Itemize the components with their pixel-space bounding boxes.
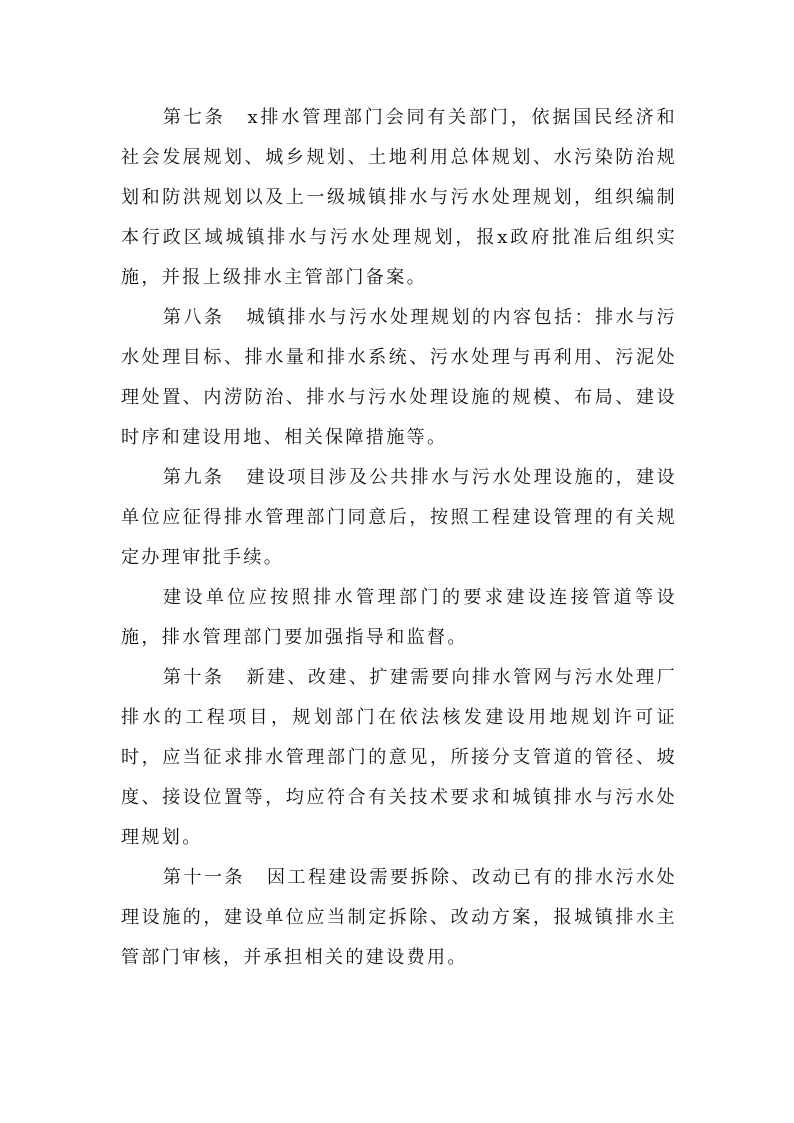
article-10-paragraph [121, 658, 677, 858]
document-body [121, 98, 677, 978]
article-8-paragraph [121, 298, 677, 458]
article-7-paragraph [121, 98, 677, 298]
article-10-label: 第十条 [163, 667, 225, 688]
article-9-label: 第九条 [163, 467, 225, 488]
article-9-continuation-text: 建设单位应按照排水管理部门的要求建设连接管道等设施，排水管理部门要加强指导和监督。 [121, 587, 677, 648]
article-9-text: 建设项目涉及公共排水与污水处理设施的，建设单位应征得排水管理部门同意后，按照工程建设管理的有关规定办理审批手续。 [121, 467, 677, 568]
article-8-label: 第八条 [163, 307, 225, 328]
article-9-continuation-paragraph [121, 578, 677, 658]
article-11-label: 第十一条 [163, 867, 246, 888]
article-11-paragraph [121, 858, 677, 978]
article-7-label: 第七条 [163, 107, 226, 128]
article-11-text: 因工程建设需要拆除、改动已有的排水污水处理设施的，建设单位应当制定拆除、改动方案，报城镇排水主管部门审核，并承担相关的建设费用。 [121, 867, 677, 968]
article-7-text: x排水管理部门会同有关部门，依据国民经济和社会发展规划、城乡规划、土地利用总体规划、水污染防治规划和防洪规划以及上一级城镇排水与污水处理规划，组织编制本行政区域城镇排水与污水处理规划，报x政府批准后组织实施，并报上级排水主管部门备案。 [121, 107, 677, 288]
article-9-paragraph [121, 458, 677, 578]
article-8-text: 城镇排水与污水处理规划的内容包括：排水与污水处理目标、排水量和排水系统、污水处理与再利用、污泥处理处置、内涝防治、排水与污水处理设施的规模、布局、建设时序和建设用地、相关保障措施等。 [121, 307, 677, 448]
article-10-text: 新建、改建、扩建需要向排水管网与污水处理厂排水的工程项目，规划部门在依法核发建设用地规划许可证时，应当征求排水管理部门的意见，所接分支管道的管径、坡度、接设位置等，均应符合有关技术要求和城镇排水与污水处理规划。 [121, 667, 677, 848]
